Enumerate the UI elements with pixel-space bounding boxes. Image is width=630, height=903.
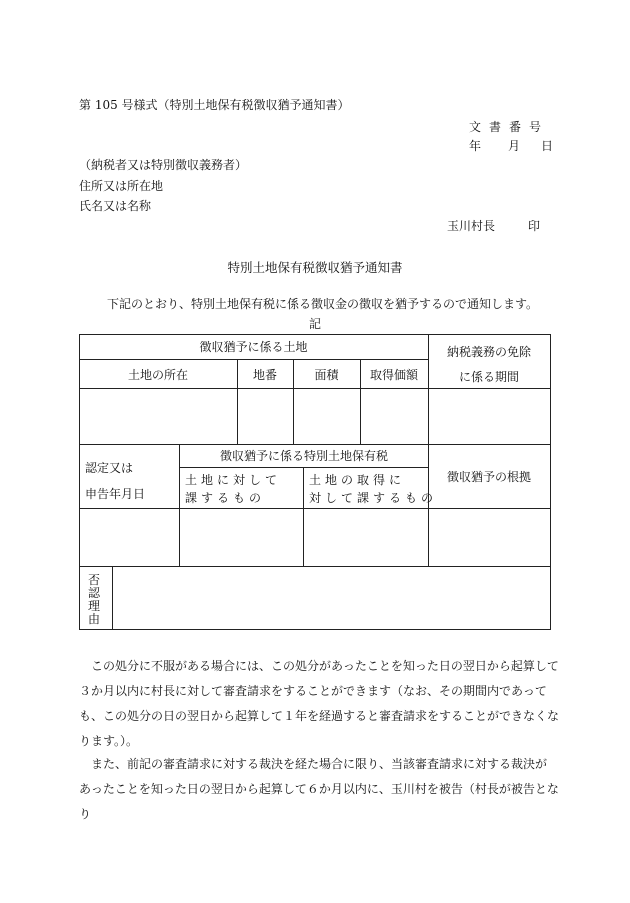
lot-number-header: 地番 [252,368,277,382]
intro-text: 下記のとおり、特別土地保有税に係る徴収金の徴収を猶予するので通知します。 [107,297,539,311]
land-header: 徴収猶予に係る土地 [199,340,308,354]
table-border-bottom [79,629,551,630]
table-border-right [550,334,551,630]
on-acquisition-line2: 対して課するもの [309,491,438,505]
deferral-basis-header: 徴収猶予の根拠 [446,470,531,484]
location-header: 土地の所在 [127,368,188,382]
addressee-heading: （納税者又は特別徴収義務者） [79,158,248,172]
area-header: 面積 [314,368,339,382]
seal-mark: 印 [528,219,541,233]
on-land-line1: 土地に対して [185,473,282,487]
table-rule [303,467,304,566]
table-rule [79,508,551,509]
exemption-period-line2: に係る期間 [458,370,519,384]
on-acquisition-line1: 土地の取得に [309,473,406,487]
issuer-title: 玉川村長 [447,219,496,233]
date-month-label: 月 [508,139,521,153]
table-border-top [79,334,551,335]
notice-title: 特別土地保有税徴収猶予通知書 [227,260,403,275]
on-land-line2: 課するもの [185,491,266,505]
lawsuit-notice-paragraph: また、前記の審査請求に対する裁決を経た場合に限り、当該審査請求に対する裁決があったことを知った日の翌日から起算して６か月以内に、玉川村を被告（村長が被告となり [79,757,559,821]
table-rule [79,388,551,389]
document-number-label: 文書番号 [469,120,550,134]
tax-header: 徴収猶予に係る特別土地保有税 [219,449,388,463]
appeal-notice-paragraph: この処分に不服がある場合には、この処分があったことを知った日の翌日から起算して３か月以内に村長に対して審査請求をすることができます（なお、その期間内であっても、この処分の日の翌日から起算して１年を経過すると審査請求をすることができなくなります。）。 [79,659,560,748]
certification-date-line1: 認定又は [85,461,134,475]
form-number: 第 105 号様式（特別土地保有税徴収猶予通知書） [79,98,350,112]
name-label: 氏名又は名称 [79,199,152,213]
table-rule [179,444,180,566]
table-rule [79,359,428,360]
acquisition-price-header: 取得価額 [369,368,418,382]
table-rule [112,566,113,630]
table-rule [79,566,551,567]
date-day-label: 日 [541,139,554,153]
deferral-table [79,334,551,630]
ki-label: 記 [308,317,321,331]
denial-reason-label: 否認理由 [87,573,100,626]
exemption-period-line1: 納税義務の免除 [446,345,531,359]
table-rule [179,467,429,468]
date-year-label: 年 [469,139,482,153]
address-label: 住所又は所在地 [79,179,164,193]
table-rule [79,444,551,445]
certification-date-line2: 申告年月日 [85,487,146,501]
